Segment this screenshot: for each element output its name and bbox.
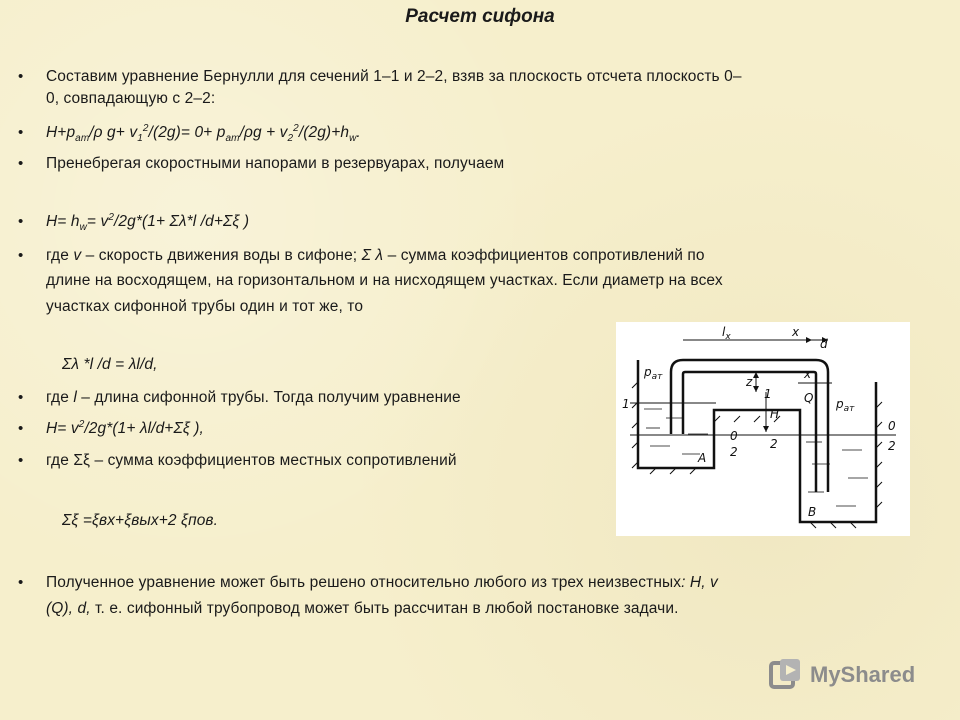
- label-section-1-left: 1: [622, 397, 630, 411]
- bullet-marker: •: [18, 389, 24, 406]
- paragraph-local-resistances: где Σξ – сумма коэффициентов местных сопротивлений: [46, 452, 457, 469]
- label-d: d: [820, 337, 828, 351]
- paragraph-bernoulli-line2: 0, совпадающую с 2–2:: [46, 90, 216, 107]
- equation-xi-sum: Σξ =ξвх+ξвых+2 ξпов.: [62, 512, 219, 529]
- label-2-right: 2: [888, 439, 896, 453]
- paragraph-velocity-definition-line3: участках сифонной трубы один и тот же, то: [46, 298, 364, 315]
- label-H: H: [770, 407, 780, 421]
- label-B: B: [808, 505, 817, 519]
- label-x-mid: x: [804, 367, 812, 381]
- watermark-text: MyShared: [810, 662, 916, 687]
- paragraph-neglect-velocity: Пренебрегая скоростными напорами в резервуарах, получаем: [46, 155, 505, 172]
- left-reservoir-hatching: [632, 382, 696, 474]
- label-p-at-right: $p_{ат}$: [836, 397, 855, 414]
- label-0-left: 0: [730, 429, 738, 443]
- label-Q: Q: [804, 391, 814, 405]
- bullet-marker: •: [18, 155, 24, 172]
- paragraph-velocity-definition-line2: длине на восходящем, на горизонтальном и на нисходящем участках. Если диаметр на всех: [46, 272, 723, 289]
- bullet-marker: •: [18, 213, 24, 230]
- label-p-at-left: $p_{ат}$: [644, 365, 663, 382]
- bullet-marker: •: [18, 124, 24, 141]
- right-reservoir-hatching: [810, 402, 882, 528]
- equation-bernoulli: $H+p_{am}/\rho$ $g+ v_1^2/(2g)= 0+ p_{am}/\rho g + v_2^2/(2g)+h_w$.: [46, 122, 361, 145]
- bullet-marker: •: [18, 420, 24, 437]
- right-water-lines: [802, 435, 875, 506]
- equation-lambda-sum: Σλ *l /d = λl/d,: [62, 356, 158, 373]
- label-l-x: $l_x$: [722, 325, 731, 342]
- watermark: [768, 655, 915, 695]
- label-2-mid: 2: [770, 437, 778, 451]
- bullet-marker: •: [18, 574, 24, 591]
- slide-title: Расчет сифона: [405, 6, 555, 27]
- equation-head-loss: $H= h_w= v^2/2g*(1+ \Sigma\lambda*l$ /d+Σξ ): [46, 211, 250, 234]
- equation-siphon-head: $H= v^2/2g*(1+ \lambda l/d+\Sigma\xi$ ),: [46, 418, 204, 437]
- myshared-logo-icon: [768, 657, 804, 693]
- bullet-marker: •: [18, 247, 24, 264]
- paragraph-conclusion-line2: (Q), d, т. е. сифонный трубопровод может быть рассчитан в любой постановке задачи.: [46, 600, 679, 617]
- label-x-top: x: [792, 325, 800, 339]
- label-0-right: 0: [888, 419, 896, 433]
- label-A: A: [698, 451, 707, 465]
- bullet-marker: •: [18, 452, 24, 469]
- paragraph-pipe-length: где l – длина сифонной трубы. Тогда получим уравнение: [46, 389, 461, 406]
- paragraph-velocity-definition-line1: где v – скорость движения воды в сифоне; Σ λ – сумма коэффициентов сопротивлений по: [46, 247, 705, 264]
- label-2-left: 2: [730, 445, 738, 459]
- paragraph-bernoulli-line1: Составим уравнение Бернулли для сечений 1–1 и 2–2, взяв за плоскость отсчета плоскость 0–: [46, 68, 742, 85]
- paragraph-conclusion-line1: Полученное уравнение может быть решено относительно любого из трех неизвестных: H, v: [46, 574, 718, 591]
- label-z: z: [746, 375, 753, 389]
- bullet-marker: •: [18, 68, 24, 85]
- left-water-lines: [640, 403, 712, 454]
- siphon-diagram: [616, 322, 910, 536]
- label-section-1-mid: 1: [764, 387, 772, 401]
